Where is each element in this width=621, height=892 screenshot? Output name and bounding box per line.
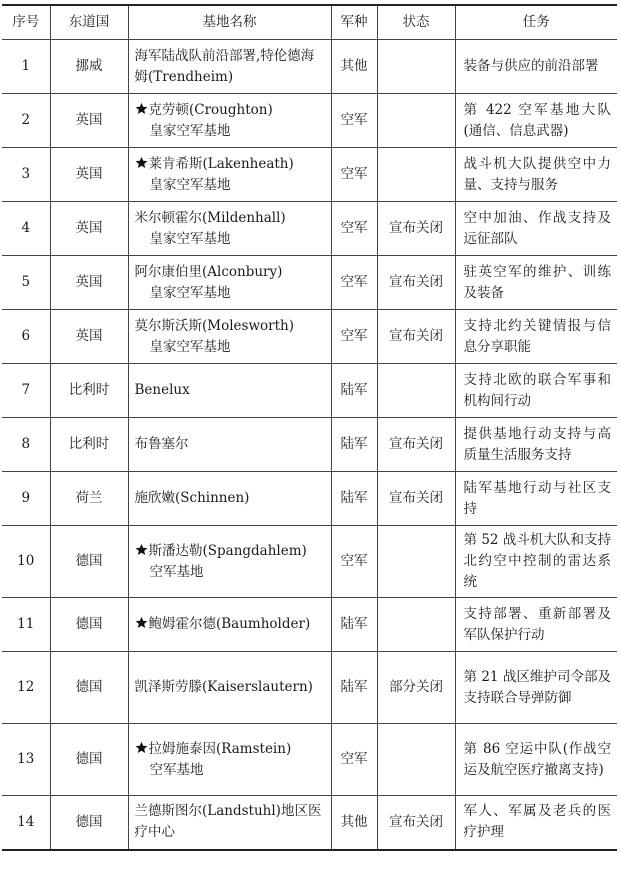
star-icon — [135, 543, 148, 556]
base-name-line2: 皇家空军基地 — [149, 338, 231, 355]
cell-service: 陆军 — [331, 364, 377, 418]
star-icon — [135, 102, 148, 115]
cell-service: 陆军 — [331, 598, 377, 652]
star-icon — [135, 156, 148, 169]
base-name-line2: 皇家空军基地 — [149, 230, 231, 247]
cell-base-name — [128, 796, 331, 850]
cell-no: 2 — [2, 94, 50, 148]
cell-task: 支持北欧的联合军事和机构间行动 — [455, 364, 617, 418]
cell-no: 14 — [2, 796, 50, 850]
cell-country: 英国 — [50, 310, 128, 364]
cell-no: 9 — [2, 472, 50, 526]
base-name-line1: 施欣嫩(Schinnen) — [134, 490, 250, 506]
cell-no: 6 — [2, 310, 50, 364]
table-body — [2, 40, 617, 850]
cell-country: 英国 — [50, 202, 128, 256]
table-row — [2, 40, 617, 94]
cell-country: 英国 — [50, 94, 128, 148]
cell-task: 第 422 空军基地大队(通信、信息武器) — [455, 94, 617, 148]
cell-base-name — [128, 40, 331, 94]
table-row — [2, 796, 617, 850]
cell-status: 宣布关闭 — [377, 472, 455, 526]
base-name-line1: 阿尔康伯里(Alconbury) — [134, 263, 283, 280]
cell-base-name — [128, 724, 331, 796]
base-name-line1: 莱肯希斯(Lakenheath) — [148, 155, 294, 172]
cell-country: 德国 — [50, 598, 128, 652]
cell-base-name — [128, 472, 331, 526]
cell-service: 其他 — [331, 40, 377, 94]
table-row — [2, 364, 617, 418]
cell-country: 德国 — [50, 796, 128, 850]
cell-task: 驻英空军的维护、训练及装备 — [455, 256, 617, 310]
cell-status — [377, 94, 455, 148]
table-row — [2, 652, 617, 724]
cell-base-name — [128, 652, 331, 724]
cell-task: 战斗机大队提供空中力量、支持与服务 — [455, 148, 617, 202]
base-name-line1: 克劳顿(Croughton) — [148, 101, 273, 118]
cell-no: 13 — [2, 724, 50, 796]
cell-service: 空军 — [331, 724, 377, 796]
base-name-line2: 空军基地 — [149, 761, 204, 778]
cell-status — [377, 40, 455, 94]
header-service: 军种 — [331, 5, 377, 40]
base-table — [2, 4, 617, 851]
cell-task: 第 21 战区维护司令部及支持联合导弹防御 — [455, 652, 617, 724]
cell-no: 5 — [2, 256, 50, 310]
base-name-line2: 皇家空军基地 — [149, 284, 231, 301]
cell-no: 12 — [2, 652, 50, 724]
cell-service: 陆军 — [331, 418, 377, 472]
cell-country: 德国 — [50, 652, 128, 724]
table-row — [2, 418, 617, 472]
cell-no: 3 — [2, 148, 50, 202]
cell-no: 7 — [2, 364, 50, 418]
cell-base-name — [128, 94, 331, 148]
base-name-line1: 兰德斯图尔(Landstuhl)地区医疗中心 — [134, 803, 322, 841]
cell-base-name — [128, 148, 331, 202]
header-row — [2, 5, 617, 40]
base-name-line1: 鲍姆霍尔德(Baumholder) — [148, 616, 311, 632]
table-row — [2, 256, 617, 310]
cell-country: 英国 — [50, 256, 128, 310]
cell-task: 第 52 战斗机大队和支持北约空中控制的雷达系统 — [455, 526, 617, 598]
cell-status: 宣布关闭 — [377, 202, 455, 256]
base-name-line1: Benelux — [134, 382, 190, 398]
cell-service: 陆军 — [331, 472, 377, 526]
cell-service: 空军 — [331, 310, 377, 364]
cell-task: 陆军基地行动与社区支持 — [455, 472, 617, 526]
cell-country: 挪威 — [50, 40, 128, 94]
header-country: 东道国 — [50, 5, 128, 40]
cell-status: 宣布关闭 — [377, 256, 455, 310]
cell-service: 陆军 — [331, 652, 377, 724]
cell-base-name — [128, 598, 331, 652]
base-table-container — [2, 4, 617, 851]
table-row — [2, 310, 617, 364]
header-base-name: 基地名称 — [128, 5, 331, 40]
base-name-line2: 空军基地 — [149, 563, 204, 580]
cell-no: 11 — [2, 598, 50, 652]
base-name-line1: 莫尔斯沃斯(Molesworth) — [134, 317, 294, 334]
cell-no: 4 — [2, 202, 50, 256]
base-name-line2: 皇家空军基地 — [149, 176, 231, 193]
cell-country: 德国 — [50, 526, 128, 598]
header-no: 序号 — [2, 5, 50, 40]
base-name-line1: 斯潘达勒(Spangdahlem) — [148, 542, 307, 559]
header-status: 状态 — [377, 5, 455, 40]
base-name-line1: 海军陆战队前沿部署,特伦德海姆(Trendheim) — [134, 47, 315, 85]
cell-service: 空军 — [331, 256, 377, 310]
cell-task: 提供基地行动支持与高质量生活服务支持 — [455, 418, 617, 472]
cell-base-name — [128, 418, 331, 472]
table-row — [2, 526, 617, 598]
cell-no: 8 — [2, 418, 50, 472]
cell-country: 英国 — [50, 148, 128, 202]
table-row — [2, 148, 617, 202]
cell-no: 10 — [2, 526, 50, 598]
cell-service: 其他 — [331, 796, 377, 850]
cell-task: 第 86 空运中队(作战空运及航空医疗撤离支持) — [455, 724, 617, 796]
cell-status — [377, 724, 455, 796]
cell-status — [377, 148, 455, 202]
cell-base-name — [128, 310, 331, 364]
cell-status — [377, 598, 455, 652]
base-name-line1: 拉姆施泰因(Ramstein) — [148, 740, 292, 757]
star-icon — [135, 741, 148, 754]
cell-country: 德国 — [50, 724, 128, 796]
cell-base-name — [128, 256, 331, 310]
base-name-line1: 米尔顿霍尔(Mildenhall) — [134, 209, 286, 226]
base-name-line2: 皇家空军基地 — [149, 122, 231, 139]
table-row — [2, 724, 617, 796]
header-task: 任务 — [455, 5, 617, 40]
cell-task: 支持部署、重新部署及军队保护行动 — [455, 598, 617, 652]
cell-status — [377, 526, 455, 598]
star-icon — [135, 616, 148, 629]
cell-service: 空军 — [331, 202, 377, 256]
cell-base-name — [128, 202, 331, 256]
cell-no: 1 — [2, 40, 50, 94]
cell-country: 比利时 — [50, 364, 128, 418]
cell-status: 宣布关闭 — [377, 796, 455, 850]
cell-service: 空军 — [331, 148, 377, 202]
cell-task: 装备与供应的前沿部署 — [455, 40, 617, 94]
table-row — [2, 598, 617, 652]
cell-base-name — [128, 526, 331, 598]
cell-task: 空中加油、作战支持及远征部队 — [455, 202, 617, 256]
cell-status — [377, 364, 455, 418]
cell-status: 宣布关闭 — [377, 310, 455, 364]
cell-service: 空军 — [331, 526, 377, 598]
table-row — [2, 94, 617, 148]
cell-country: 比利时 — [50, 418, 128, 472]
cell-status: 部分关闭 — [377, 652, 455, 724]
cell-country: 荷兰 — [50, 472, 128, 526]
cell-service: 空军 — [331, 94, 377, 148]
table-row — [2, 472, 617, 526]
cell-task: 支持北约关键情报与信息分享职能 — [455, 310, 617, 364]
table-row — [2, 202, 617, 256]
base-name-line1: 凯泽斯劳滕(Kaiserslautern) — [134, 679, 313, 695]
cell-base-name — [128, 364, 331, 418]
cell-status: 宣布关闭 — [377, 418, 455, 472]
cell-task: 军人、军属及老兵的医疗护理 — [455, 796, 617, 850]
base-name-line1: 布鲁塞尔 — [134, 436, 189, 452]
